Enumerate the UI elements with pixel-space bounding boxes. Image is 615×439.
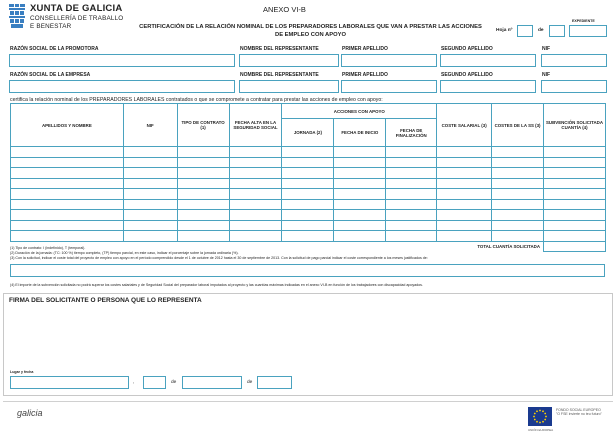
table-cell[interactable]	[544, 147, 606, 158]
table-cell[interactable]	[334, 220, 386, 231]
table-cell[interactable]	[177, 157, 229, 168]
col-apellidos-header: APELLIDOS Y NOMBRE	[11, 104, 124, 147]
table-cell[interactable]	[11, 189, 124, 200]
table-row	[11, 199, 606, 210]
table-cell[interactable]	[123, 231, 177, 242]
note-3: (3) Con la solicitud, indicar el coste total del proyecto de empleo con apoyo en el período comprendido desde el 1 de octubre de 2012 hasta el 30 de septiembre de 2013. Con la solicitud de pago parcial indicar el coste correspondiente a los meses justificados de:	[10, 256, 428, 260]
table-body	[11, 147, 606, 242]
promotora-representante-label: NOMBRE DEL REPRESENTANTE	[240, 46, 319, 52]
col-fecha-inicio-header: FECHA DE INICIO	[334, 119, 386, 147]
table-cell[interactable]	[229, 199, 282, 210]
table-cell[interactable]	[123, 168, 177, 179]
table-cell[interactable]	[123, 220, 177, 231]
table-cell[interactable]	[437, 147, 492, 158]
table-cell[interactable]	[334, 231, 386, 242]
col-fecha-fin-header: FECHA DE FINALIZACIÓN	[386, 119, 437, 147]
xunta-logo-icon	[8, 3, 26, 29]
table-cell[interactable]	[282, 157, 334, 168]
table-cell[interactable]	[334, 157, 386, 168]
table-cell[interactable]	[11, 157, 124, 168]
footer-divider	[3, 401, 613, 402]
justified-months-field[interactable]	[10, 264, 605, 277]
col-subvencion-header: SUBVENCIÓN SOLICITADA CUANTÍA (4)	[544, 104, 606, 147]
promotora-apellido1-field[interactable]	[341, 54, 437, 67]
table-cell[interactable]	[123, 210, 177, 221]
empresa-apellido1-label: PRIMER APELLIDO	[342, 72, 388, 78]
note-1: (1) Tipo de contrato: I (indefinido), T (temporal).	[10, 246, 86, 250]
empresa-apellido2-label: SEGUNDO APELLIDO	[441, 72, 493, 78]
expediente-label: EXPEDIENTE	[572, 19, 595, 23]
empresa-representante-label: NOMBRE DEL REPRESENTANTE	[240, 72, 319, 78]
table-cell[interactable]	[437, 178, 492, 189]
eu-fund-line-2: "O FSE invierte no teu futuro"	[556, 412, 602, 417]
table-cell[interactable]	[386, 199, 437, 210]
col-nif-header: NIF	[123, 104, 177, 147]
table-cell[interactable]	[544, 231, 606, 242]
empresa-nif-field[interactable]	[541, 80, 607, 93]
promotora-razon-label: RAZÓN SOCIAL DE LA PROMOTORA	[10, 46, 99, 52]
empresa-nif-label: NIF	[542, 72, 551, 78]
promotora-representante-field[interactable]	[239, 54, 339, 67]
department-line-1: CONSELLERÍA DE TRABALLO	[30, 15, 124, 22]
hoja-de-label: de	[538, 28, 544, 33]
table-cell[interactable]	[437, 189, 492, 200]
col-fecha-alta-header: FECHA ALTA EN LA SEGURIDAD SOCIAL	[229, 104, 282, 147]
table-cell[interactable]	[11, 178, 124, 189]
table-cell[interactable]	[492, 189, 544, 200]
table-cell[interactable]	[229, 220, 282, 231]
table-cell[interactable]	[123, 147, 177, 158]
eu-caption: UNIÓN EUROPEA	[528, 428, 554, 432]
table-cell[interactable]	[282, 178, 334, 189]
table-cell[interactable]	[386, 210, 437, 221]
table-cell[interactable]	[229, 231, 282, 242]
table-cell[interactable]	[11, 147, 124, 158]
empresa-razon-field[interactable]	[9, 80, 235, 93]
promotora-apellido2-label: SEGUNDO APELLIDO	[441, 46, 493, 52]
table-cell[interactable]	[544, 157, 606, 168]
empresa-apellido1-field[interactable]	[341, 80, 437, 93]
galicia-logo-text: galicia	[17, 408, 43, 418]
table-cell[interactable]	[334, 210, 386, 221]
hoja-number-field[interactable]	[517, 25, 533, 37]
table-cell[interactable]	[492, 178, 544, 189]
table-cell[interactable]	[437, 231, 492, 242]
table-cell[interactable]	[437, 210, 492, 221]
day-field[interactable]	[143, 376, 166, 389]
table-cell[interactable]	[334, 168, 386, 179]
table-cell[interactable]	[386, 189, 437, 200]
annex-title: ANEXO VI-B	[263, 5, 306, 14]
table-cell[interactable]	[11, 199, 124, 210]
table-cell[interactable]	[11, 168, 124, 179]
note-4: (4) El importe de la subvención solicitada no podrá superar los costes salariales y de Seguridad Social del preparador laboral imputados al proyecto y las cuantías máximas indicadas en el anexo VI-B en función de los trabajadores con discapacidad apoyados.	[10, 283, 423, 287]
table-cell[interactable]	[544, 178, 606, 189]
table-cell[interactable]	[386, 178, 437, 189]
table-cell[interactable]	[177, 168, 229, 179]
hoja-total-field[interactable]	[549, 25, 565, 37]
promotora-razon-field[interactable]	[9, 54, 235, 67]
table-cell[interactable]	[229, 189, 282, 200]
eu-fund-text	[556, 408, 602, 416]
date-de-1: de	[171, 380, 177, 385]
eu-flag-icon	[528, 407, 552, 426]
table-cell[interactable]	[544, 168, 606, 179]
table-cell[interactable]	[282, 168, 334, 179]
lugar-fecha-label: Lugar y fecha	[10, 370, 34, 374]
table-cell[interactable]	[437, 157, 492, 168]
table-cell[interactable]	[282, 189, 334, 200]
empresa-apellido2-field[interactable]	[440, 80, 536, 93]
table-cell[interactable]	[177, 178, 229, 189]
table-cell[interactable]	[282, 147, 334, 158]
table-header-row-1	[11, 104, 606, 119]
department-line-2: E BENESTAR	[30, 22, 72, 30]
col-costes-ss-header: COSTES DE LA SS (3)	[492, 104, 544, 147]
lugar-comma: ,	[133, 380, 135, 385]
table-row	[11, 189, 606, 200]
preparadores-table	[10, 103, 606, 252]
eu-fund-line-1: FONDO SOCIAL EUROPEO	[556, 408, 601, 412]
year-field[interactable]	[257, 376, 292, 389]
col-jornada-header: JORNADA (2)	[282, 119, 334, 147]
promotora-apellido2-field[interactable]	[440, 54, 536, 67]
table-cell[interactable]	[492, 231, 544, 242]
certification-title-line-1: CERTIFICACIÓN DE LA RELACIÓN NOMINAL DE LOS PREPARADORES LABORALES QUE VAN A PRESTAR LAS ACCIONES	[139, 24, 482, 30]
empresa-razon-label: RAZÓN SOCIAL DE LA EMPRESA	[10, 72, 91, 78]
table-cell[interactable]	[492, 220, 544, 231]
table-row	[11, 147, 606, 158]
table-cell[interactable]	[11, 231, 124, 242]
table-cell[interactable]	[386, 157, 437, 168]
table-cell[interactable]	[544, 210, 606, 221]
table-cell[interactable]	[437, 220, 492, 231]
table-row	[11, 210, 606, 221]
table-row	[11, 220, 606, 231]
table-cell[interactable]	[386, 220, 437, 231]
table-cell[interactable]	[229, 157, 282, 168]
table-cell[interactable]	[492, 199, 544, 210]
table-cell[interactable]	[334, 178, 386, 189]
table-cell[interactable]	[492, 168, 544, 179]
table-cell[interactable]	[177, 220, 229, 231]
date-de-2: de	[247, 380, 253, 385]
table-cell[interactable]	[334, 189, 386, 200]
table-cell[interactable]	[123, 178, 177, 189]
total-label: TOTAL CUANTÍA SOLICITADA	[11, 241, 544, 251]
table-cell[interactable]	[282, 210, 334, 221]
table-row	[11, 178, 606, 189]
table-cell[interactable]	[123, 199, 177, 210]
table-cell[interactable]	[492, 147, 544, 158]
table-cell[interactable]	[544, 189, 606, 200]
table-cell[interactable]	[386, 147, 437, 158]
table-cell[interactable]	[386, 168, 437, 179]
table-cell[interactable]	[123, 189, 177, 200]
table-row	[11, 231, 606, 242]
table-cell[interactable]	[229, 178, 282, 189]
table-cell[interactable]	[334, 199, 386, 210]
table-cell[interactable]	[177, 189, 229, 200]
col-tipo-contrato-header: TIPO DE CONTRATO (1)	[177, 104, 229, 147]
table-row	[11, 157, 606, 168]
lugar-field[interactable]	[10, 376, 129, 389]
department-name	[30, 15, 123, 30]
signature-title: FIRMA DEL SOLICITANTE O PERSONA QUE LO REPRESENTA	[9, 297, 202, 304]
org-name: XUNTA DE GALICIA	[30, 3, 123, 14]
table-cell[interactable]	[492, 157, 544, 168]
table-cell[interactable]	[11, 210, 124, 221]
certification-title	[118, 23, 503, 39]
promotora-apellido1-label: PRIMER APELLIDO	[342, 46, 388, 52]
table-cell[interactable]	[492, 210, 544, 221]
table-cell[interactable]	[544, 220, 606, 231]
month-field[interactable]	[182, 376, 242, 389]
table-cell[interactable]	[282, 231, 334, 242]
table-cell[interactable]	[177, 231, 229, 242]
table-cell[interactable]	[229, 210, 282, 221]
table-cell[interactable]	[229, 147, 282, 158]
empresa-representante-field[interactable]	[239, 80, 339, 93]
hoja-label: Hoja nº	[496, 28, 513, 33]
table-cell[interactable]	[177, 147, 229, 158]
table-cell[interactable]	[437, 168, 492, 179]
table-cell[interactable]	[544, 199, 606, 210]
table-cell[interactable]	[437, 199, 492, 210]
table-cell[interactable]	[282, 220, 334, 231]
table-cell[interactable]	[11, 220, 124, 231]
acciones-group-header: ACCIONES CON APOYO	[282, 104, 437, 119]
table-cell[interactable]	[177, 199, 229, 210]
table-cell[interactable]	[282, 199, 334, 210]
table-cell[interactable]	[386, 231, 437, 242]
certifica-text: certifica la relación nominal de los PREPARADORES LABORALES contratados o que se compromete a contratar para prestar las acciones de empleo con apoyo:	[10, 97, 383, 103]
promotora-nif-field[interactable]	[541, 54, 607, 67]
table-cell[interactable]	[334, 147, 386, 158]
note-2: (2) Duración de la jornada: (TC: 100 %) tiempo completo, (TP) tiempo parcial, en este caso, indicar el porcentaje sobre la jornada ordinaria (%).	[10, 251, 239, 255]
certification-title-line-2: DE EMPLEO CON APOYO	[275, 32, 346, 38]
col-coste-salarial-header: COSTE SALARIAL (3)	[437, 104, 492, 147]
expediente-field[interactable]	[569, 25, 607, 37]
table-cell[interactable]	[123, 157, 177, 168]
table-cell[interactable]	[229, 168, 282, 179]
promotora-nif-label: NIF	[542, 46, 551, 52]
table-cell[interactable]	[177, 210, 229, 221]
table-row	[11, 168, 606, 179]
